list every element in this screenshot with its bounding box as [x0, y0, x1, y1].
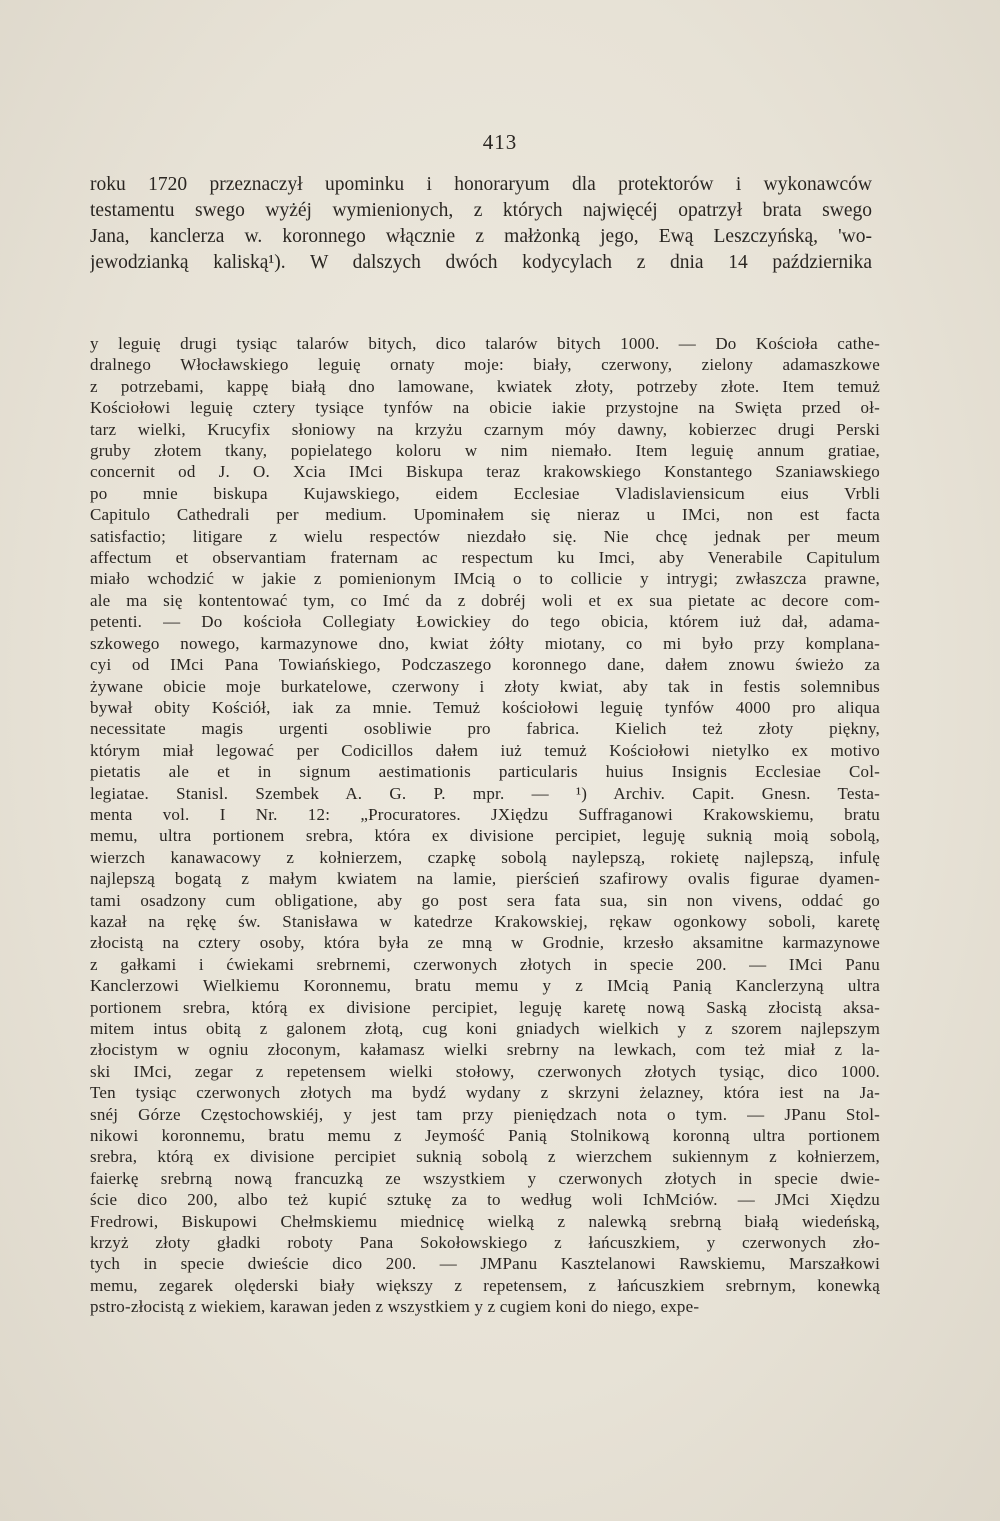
footnote-line: tami osadzony cum obligatione, aby go post sera fata sua, sin non vivens, oddać go [90, 890, 880, 910]
main-text-line: testamentu swego wyżéj wymienionych, z których najwięcéj opatrzył brata swego [90, 200, 872, 221]
footnote-line: satisfactio; litigare z wielu respectów niezdało się. Nie chcę jednak per meum [90, 526, 880, 546]
footnote-line: memu, ultra portionem srebra, która ex divisione percipiet, leguję suknią moią sobolą, [90, 826, 880, 846]
footnote-line: wierzch kanawacowy z kołnierzem, czapkę sobolą naylepszą, rokietę najlepszą, infulę [90, 847, 880, 867]
footnote-line: miało wchodzić w jakie z pomienionym IMcią o to collicie y intrygi; zwłaszcza prawne, [90, 569, 880, 589]
footnote-line: z potrzebami, kappę białą dno lamowane, kwiatek złoty, potrzeby złote. Item temuż [90, 376, 880, 396]
footnote-line: złocistą na cztery osoby, która była ze mną w Grodnie, krzesło aksamitne karmazynowe [90, 933, 880, 953]
footnote-line: ski IMci, zegar z repetensem wielki stołowy, czerwonych złotych tysiąc, dico 1000. [90, 1061, 880, 1081]
footnote-line: pstro-złocistą z wiekiem, karawan jeden z wszystkiem y z cugiem koni do niego, expe- [90, 1297, 700, 1317]
footnote-line: mitem intus obitą z galonem złotą, cug koni gniadych wielkich y z szorem najlepszym [90, 1019, 880, 1038]
main-text-line: Jana, kanclerza w. koronnego włącznie z małżonką jego, Ewą Leszczyńską, 'wo- [90, 226, 872, 247]
footnote-line: snéj Górze Częstochowskiéj, y jest tam przy pieniędzach nota o tym. — JPanu Stol- [90, 1104, 880, 1124]
footnote-line: którym miał legować per Codicillos dałem iuż temuż Kościołowi nietylko ex motivo [90, 740, 880, 760]
footnote-line: z gałkami i ćwiekami srebrnemi, czerwonych złotych in specie 200. — IMci Panu [90, 954, 880, 974]
footnote-line: kazał na rękę św. Stanisława w katedrze Krakowskiej, rękaw ogonkowy soboli, karetę [90, 911, 880, 931]
footnote-line: krzyż złoty gładki roboty Pana Sokołowskiego z łańcuszkiem, y czerwonych zło- [90, 1233, 880, 1253]
footnote-line: Ten tysiąc czerwonych złotych ma bydź wydany z skrzyni żelazney, która iest na Ja- [90, 1083, 880, 1103]
footnote-line: dralnego Włocławskiego leguię ornaty moje: biały, czerwony, zielony adamaszkowe [90, 355, 880, 375]
footnote-line: żywane obicie moje burkatelowe, czerwony i złoty kwiat, aby tak in festis solemnibus [90, 676, 880, 696]
footnote-line: Fredrowi, Biskupowi Chełmskiemu miednicę wielką z nalewką srebrną białą wiedeńską, [90, 1211, 880, 1231]
footnote-line: y leguię drugi tysiąc talarów bitych, dico talarów bitych 1000. — Do Kościoła cathe- [90, 334, 880, 353]
footnote-line: gruby złotem tkany, popielatego koloru w nim niemało. Item leguię annum gratiae, [90, 441, 880, 461]
footnote-line: legiatae. Stanisl. Szembek A. G. P. mpr. — ¹) Archiv. Capit. Gnesn. Testa- [90, 783, 880, 803]
main-text-line: jewodzianką kaliską¹). W dalszych dwóch kodycylach z dnia 14 października [90, 252, 872, 273]
footnote-line: złocistym w ogniu złoconym, kałamasz wielki srebrny na lewkach, com też miał z la- [90, 1040, 880, 1060]
footnote-line: tarz wielki, Krucyfix słoniowy na krzyżu czarnym móy dawny, kobierzec drugi Perski [90, 419, 880, 439]
footnote-line: pietatis ale et in signum aestimationis particularis huius Insignis Ecclesiae Col- [90, 762, 880, 782]
footnote-line: srebra, którą ex divisione percipiet suknią sobolą z wierzchem sukiennym z kołnierzem, [90, 1147, 880, 1167]
footnote-block [90, 333, 880, 1318]
footnote-line: po mnie biskupa Kujawskiego, eidem Ecclesiae Vladislaviensicum eius Vrbli [90, 483, 880, 503]
footnote-line: ście dico 200, albo też kupić sztukę za to według woli IchMciów. — JMci Xiędzu [90, 1190, 880, 1210]
main-text-block [90, 172, 872, 276]
footnote-line: ale ma się kontentować tym, co Imć da z dobréj woli et ex sua pietate ac decore com- [90, 590, 880, 610]
footnote-line: Capitulo Cathedrali per medium. Upominałem się nieraz u IMci, non est facta [90, 505, 880, 525]
footnote-line: nikowi koronnemu, bratu memu z Jeymość Panią Stolnikową koronną ultra portionem [90, 1126, 880, 1146]
footnote-line: bywał obity Kościół, iak za mnie. Temuż kościołowi leguię tynfów 4000 pro aliqua [90, 697, 880, 717]
footnote-line: necessitate magis urgenti osobliwie pro fabrica. Kielich też złoty piękny, [90, 719, 880, 739]
footnote-line: concernit od J. O. Xcia IMci Biskupa teraz krakowskiego Konstantego Szaniawskiego [90, 462, 880, 482]
page-number: 413 [482, 130, 518, 154]
footnote-line: affectum et observantiam fraternam ac respectum ku Imci, aby Venerabile Capitulum [90, 548, 880, 568]
footnote-line: cyi od IMci Pana Towiańskiego, Podczaszego koronnego dane, dałem znowu świeżo za [90, 655, 880, 675]
footnote-line: najlepszą bogatą z małym kwiatem na lamie, pierścień szafirowy ovalis figurae dyamen- [90, 869, 880, 889]
footnote-line: faierkę srebrną nową francuzką ze wszystkiem y czerwonych złotych in specie dwie- [90, 1168, 880, 1188]
footnote-line: petenti. — Do kościoła Collegiaty Łowickiey do tego obicia, którem iuż dał, adama- [90, 612, 880, 632]
footnote-line: menta vol. I Nr. 12: „Procuratores. JXiędzu Suffraganowi Krakowskiemu, bratu [90, 804, 880, 824]
footnote-line: memu, zegarek olęderski biały większy z repetensem, z łańcuszkiem srebrnym, konewką [90, 1275, 880, 1295]
main-text-line: roku 1720 przeznaczył upominku i honoraryum dla protektorów i wykonawców [90, 174, 872, 195]
footnote-line: Kościołowi leguię cztery tysiące tynfów na obicie iakie przystojne na Swięta przed oł- [90, 398, 880, 418]
footnote-line: Kanclerzowi Wielkiemu Koronnemu, bratu memu y z IMcią Panią Kanclerzyną ultra [90, 976, 880, 996]
footnote-line: szkowego nowego, karmazynowe dno, kwiat żółty miotany, co mi było przy komplana- [90, 633, 880, 653]
footnote-line: portionem srebra, którą ex divisione percipiet, leguję karetę nową Saską złocistą aksa- [90, 997, 880, 1017]
footnote-line: tych in specie dwieście dico 200. — JMPanu Kasztelanowi Rawskiemu, Marszałkowi [90, 1254, 880, 1274]
